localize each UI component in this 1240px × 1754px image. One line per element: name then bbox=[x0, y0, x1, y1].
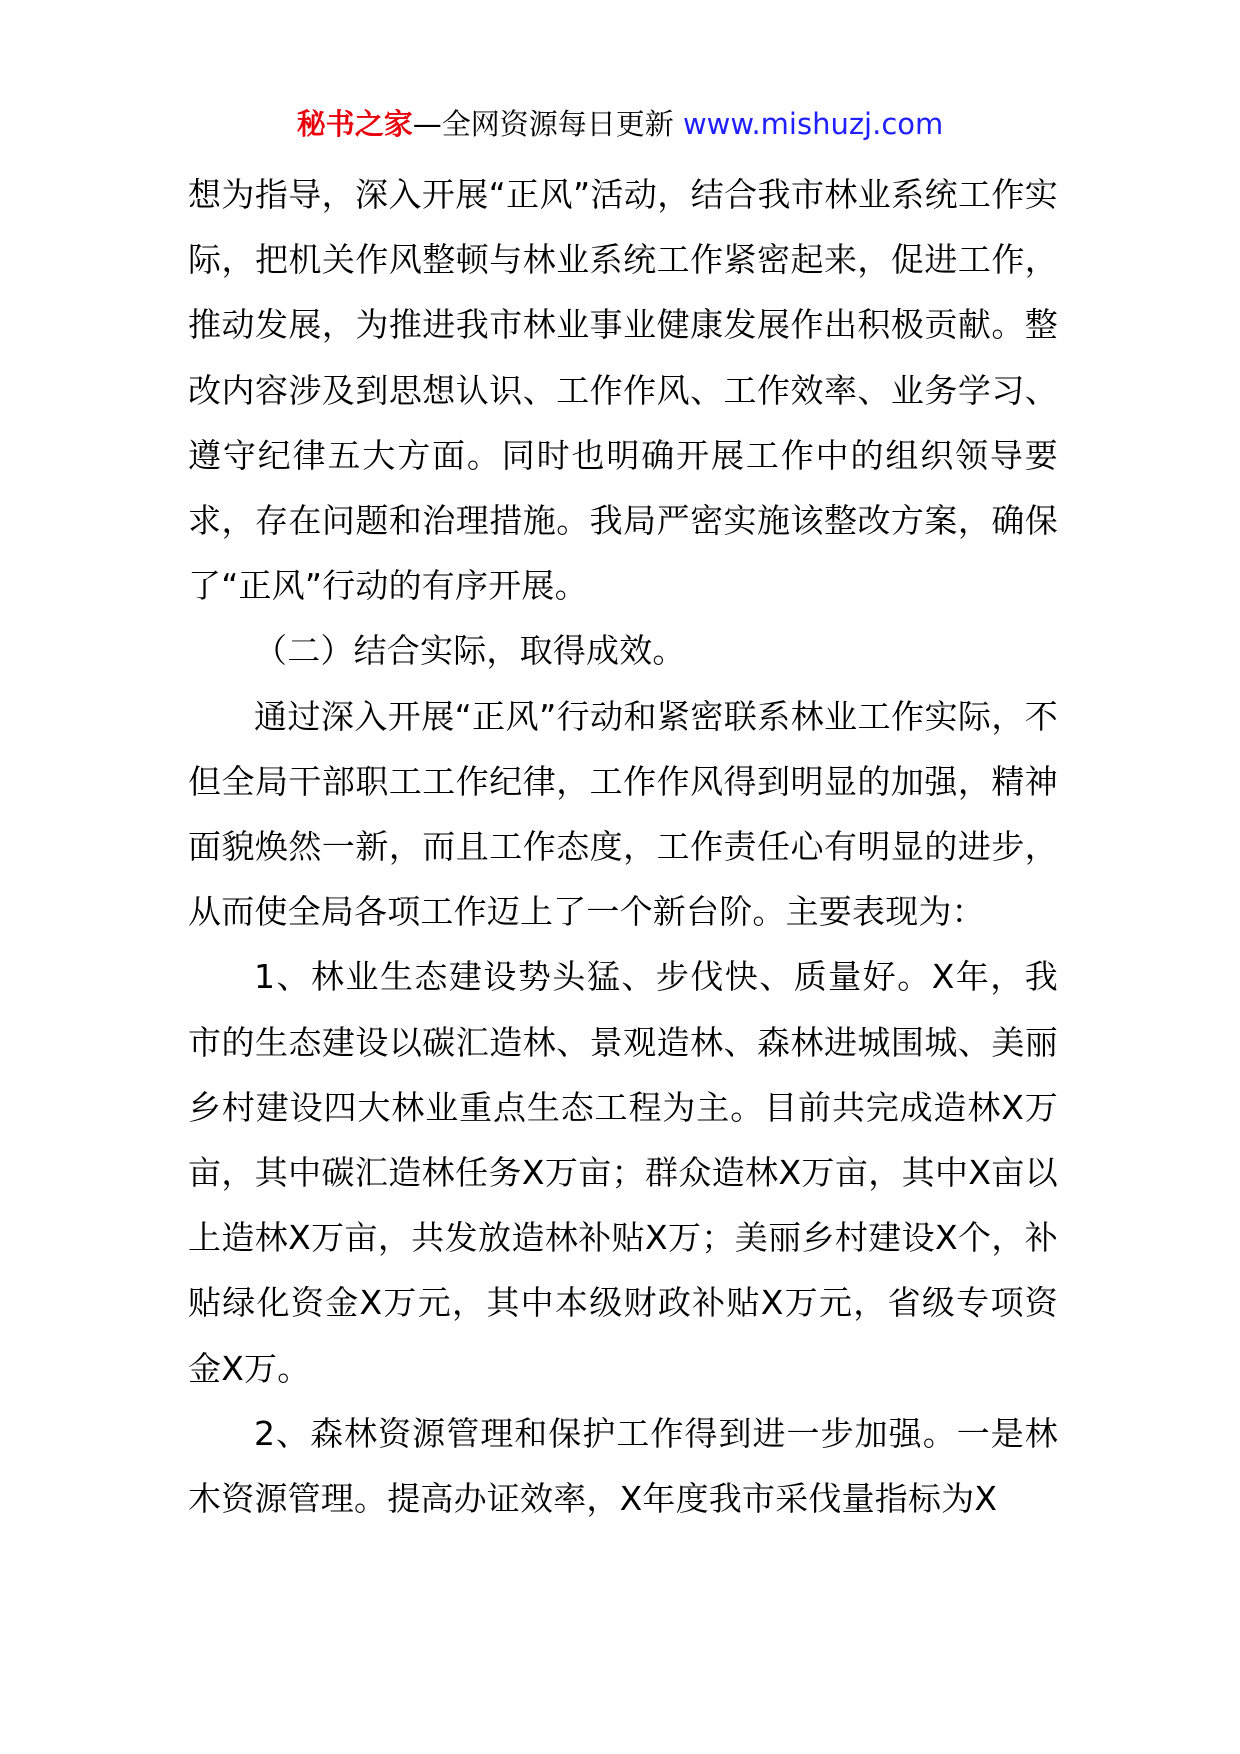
section-heading: （二）结合实际，取得成效。 bbox=[254, 631, 686, 671]
site-url-link[interactable]: www.mishuzj.com bbox=[682, 107, 944, 141]
header-tagline: —全网资源每日更新 bbox=[412, 107, 674, 141]
brand-name: 秘书之家 bbox=[296, 107, 413, 141]
paragraph-results: 通过深入开展“正风”行动和紧密联系林业工作实际，不但全局干部职工工作纪律，工作作风得到明显的加强，精神面貌焕然一新，而且工作态度，工作责任心有明显的进步，从而使全局各项工作迈上了一个新台阶。主要表现为： bbox=[188, 696, 1058, 932]
page-header bbox=[0, 100, 1240, 148]
paragraph-intro-continued: 想为指导，深入开展“正风”活动，结合我市林业系统工作实际，把机关作风整顿与林业系统工作紧密起来，促进工作，推动发展，为推进我市林业事业健康发展作出积极贡献。整改内容涉及到思想认识、工作作风、工作效率、业务学习、遵守纪律五大方面。同时也明确开展工作中的组织领导要求，存在问题和治理措施。我局严密实施该整改方案，确保了“正风”行动的有序开展。 bbox=[188, 175, 1058, 606]
document-body bbox=[188, 162, 1058, 1531]
paragraph-point-1: 1、林业生态建设势头猛、步伐快、质量好。X年，我市的生态建设以碳汇造林、景观造林、森林进城围城、美丽乡村建设四大林业重点生态工程为主。目前共完成造林X万亩，其中碳汇造林任务X万亩；群众造林X万亩，其中X亩以上造林X万亩，共发放造林补贴X万；美丽乡村建设X个，补贴绿化资金X万元，其中本级财政补贴X万元，省级专项资金X万。 bbox=[188, 957, 1058, 1388]
paragraph-point-2: 2、森林资源管理和保护工作得到进一步加强。一是林木资源管理。提高办证效率，X年度我市采伐量指标为X bbox=[188, 1413, 1058, 1519]
